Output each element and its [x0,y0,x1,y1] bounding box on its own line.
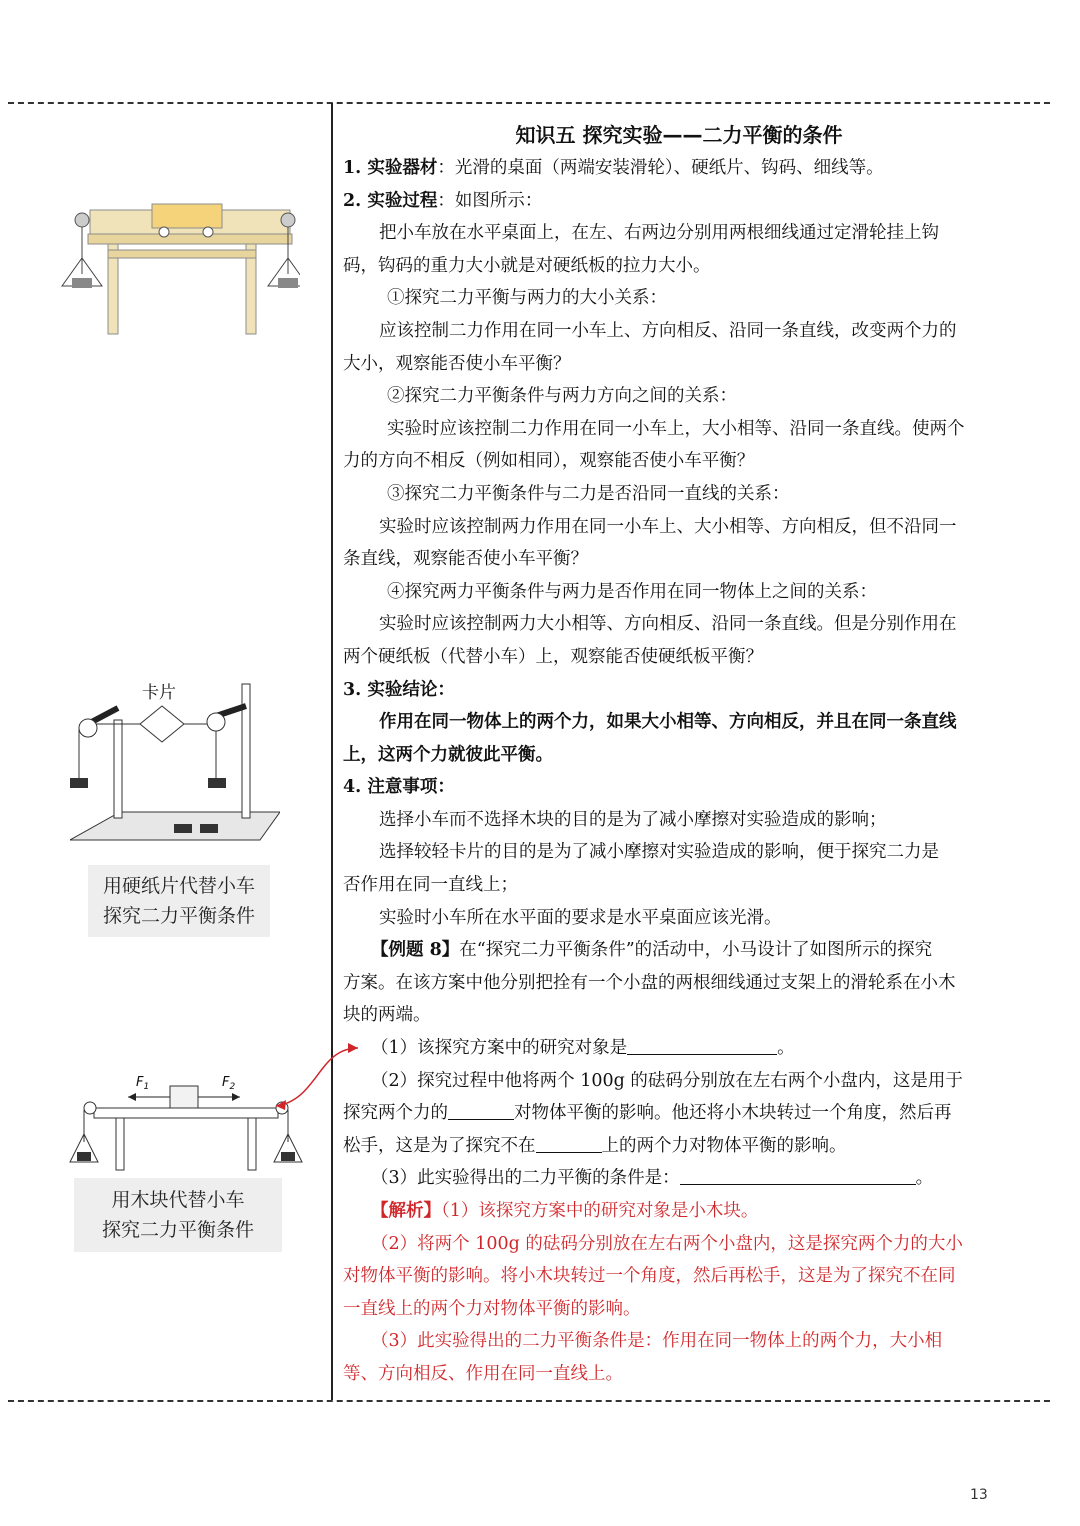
paragraph: 实验时应该控制二力作用在同一小车上，大小相等、沿同一条直线。使两个 [387,418,965,439]
table-cart-figure [60,198,300,338]
answer: （2）将两个 100g 的砝码分别放在左右两个小盘内，这是探究两个力的大小 [371,1233,963,1254]
paragraph: 力的方向不相反（例如相同），观察能否使小车平衡？ [343,451,755,472]
answer: 对物体平衡的影响。将小木块转过一个角度，然后再松手，这是为了探究不在同 [343,1266,956,1287]
subheading: ③探究二力平衡条件与二力是否沿同一直线的关系： [387,483,790,504]
page-number: 13 [970,1487,988,1503]
paragraph: 码，钩码的重力大小就是对硬纸板的拉力大小。 [343,255,711,276]
card-stand-figure [70,682,280,852]
paragraph: 实验时应该控制两力作用在同一小车上、大小相等、方向相反，但不沿同一 [379,516,957,537]
note: 选择较轻卡片的目的是为了减小摩擦对实验造成的影响，便于探究二力是 [379,842,939,863]
subheading: ②探究二力平衡条件与两力方向之间的关系： [387,386,737,407]
paragraph: 大小，观察能否使小车平衡？ [343,353,571,374]
note: 实验时小车所在水平面的要求是水平桌面应该光滑。 [379,907,782,928]
card-label: 卡片 [142,683,176,703]
f1-label: F [136,1075,144,1090]
column-divider [331,103,333,1400]
example-intro: 【例题 8】在“探究二力平衡条件”的活动中，小马设计了如图所示的探究 [371,940,933,961]
svg-text:F1 [136,1075,149,1092]
bottom-divider [8,1400,1050,1402]
answer-blank[interactable] [536,1132,602,1153]
paragraph: 应该控制二力作用在同一小车上、方向相反、沿同一条直线，改变两个力的 [379,320,957,341]
svg-text:F2 [222,1075,235,1092]
item-2: 2. 实验过程：如图所示： [343,190,543,211]
conclusion: 上，这两个力就彼此平衡。 [343,744,553,765]
top-divider [8,102,1050,104]
content-column [343,118,1015,1391]
f2-sub: 2 [229,1082,236,1092]
caption-block: 用木块代替小车 探究二力平衡条件 [74,1178,282,1252]
question-2: （2）探究过程中他将两个 100g 的砝码分别放在左右两个小盘内，这是用于 [371,1070,963,1091]
item-3: 3. 实验结论： [343,679,455,700]
note: 否作用在同一直线上； [343,875,518,896]
question-2: 探究两个力的 对物体平衡的影响。他还将小木块转过一个角度，然后再 [343,1097,1015,1130]
paragraph: 两个硬纸板（代替小车）上，观察能否使硬纸板平衡？ [343,646,763,667]
question-2: 松手，这是为了探究不在 上的两个力对物体平衡的影响。 [343,1130,1015,1163]
f1-sub: 1 [143,1082,150,1092]
caption-cardboard: 用硬纸片代替小车 探究二力平衡条件 [88,865,270,937]
subheading: ④探究两力平衡条件与两力是否作用在同一物体上之间的关系： [387,581,877,602]
paragraph: 实验时应该控制两力大小相等、方向相反、沿同一条直线。但是分别作用在 [379,614,957,635]
paragraph: 方案。在该方案中他分别把拴有一个小盘的两根细线通过支架上的滑轮系在小木 [343,972,956,993]
note: 选择小车而不选择木块的目的是为了减小摩擦对实验造成的影响； [379,809,887,830]
subheading: ①探究二力平衡与两力的大小关系： [387,288,667,309]
answer: （3）此实验得出的二力平衡条件是：作用在同一物体上的两个力，大小相 [371,1331,943,1352]
question-1: （1）该探究方案中的研究对象是 。 [343,1032,1015,1065]
answer-blank[interactable] [448,1099,514,1120]
paragraph: 块的两端。 [343,1005,431,1026]
answer: 等、方向相反、作用在同一直线上。 [343,1363,623,1384]
item-1: 1. 实验器材：光滑的桌面（两端安装滑轮）、硬纸片、钩码、细线等。 [343,158,884,178]
answer: 一直线上的两个力对物体平衡的影响。 [343,1298,641,1319]
answer-blank[interactable] [627,1034,777,1055]
question-3: （3）此实验得出的二力平衡的条件是： 。 [343,1162,1015,1195]
answer: 【解析】（1）该探究方案中的研究对象是小木块。 [371,1201,759,1221]
f2-label: F [222,1075,230,1090]
conclusion: 作用在同一物体上的两个力，如果大小相等、方向相反，并且在同一条直线 [379,712,957,733]
section-title: 知识五 探究实验——二力平衡的条件 [515,123,843,147]
paragraph: 条直线，观察能否使小车平衡？ [343,549,588,570]
answer-blank[interactable] [680,1164,916,1185]
paragraph: 把小车放在水平桌面上，在左、右两边分别用两根细线通过定滑轮挂上钩 [379,223,939,244]
item-4: 4. 注意事项： [343,777,455,798]
